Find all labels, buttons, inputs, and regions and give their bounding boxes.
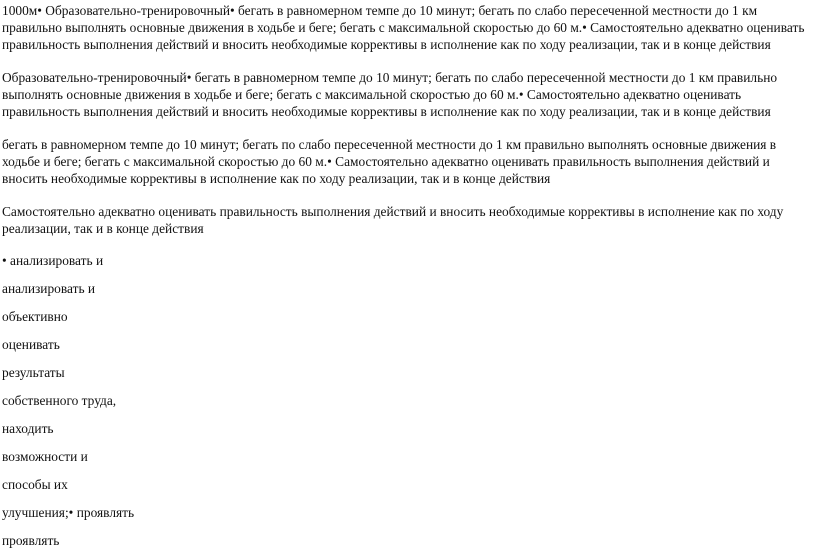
- list-line-2: анализировать и: [2, 281, 96, 296]
- list-line-11: проявлять: [2, 533, 60, 548]
- paragraph-1: 1000м• Образовательно-тренировочный• бегать в равномерном темпе до 10 минут; бегать по слабо пересеченной местности до 1 км правильно выполнять основные движения в ходьбе и беге; бегать с максимальной скоростью до 60 м.• Самостоятельно адекватно оценивать правильность выполнения действий и вносить необходимые коррективы в исполнение как по ходу реализации, так и в конце действия: [2, 3, 805, 52]
- list-line-8: возможности и: [2, 449, 88, 464]
- list-line-10: улучшения;• проявлять: [2, 505, 135, 520]
- paragraph-3: бегать в равномерном темпе до 10 минут; бегать по слабо пересеченной местности до 1 км правильно выполнять основные движения в ходьбе и беге; бегать с максимальной скоростью до 60 м.• Самостоятельно адекватно оценивать правильность выполнения действий и вносить необходимые коррективы в исполнение как по ходу реализации, так и в конце действия: [2, 137, 777, 186]
- paragraph-2: Образовательно-тренировочный• бегать в равномерном темпе до 10 минут; бегать по слабо пересеченной местности до 1 км правильно выполнять основные движения в ходьбе и беге; бегать с максимальной скоростью до 60 м.• Самостоятельно адекватно оценивать правильность выполнения действий и вносить необходимые коррективы в исполнение как по ходу реализации, так и в конце действия: [2, 70, 778, 119]
- document-page: [0, 2, 816, 560]
- list-line-4: оценивать: [2, 337, 60, 352]
- list-line-7: находить: [2, 421, 54, 436]
- list-line-5: результаты: [2, 365, 65, 380]
- list-line-6: собственного труда,: [2, 393, 117, 408]
- list-line-3: объективно: [2, 309, 68, 324]
- paragraph-4: Самостоятельно адекватно оценивать правильность выполнения действий и вносить необходимые коррективы в исполнение как по ходу реализации, так и в конце действия: [2, 204, 784, 236]
- list-line-9: способы их: [2, 477, 68, 492]
- list-line-1: • анализировать и: [2, 253, 104, 268]
